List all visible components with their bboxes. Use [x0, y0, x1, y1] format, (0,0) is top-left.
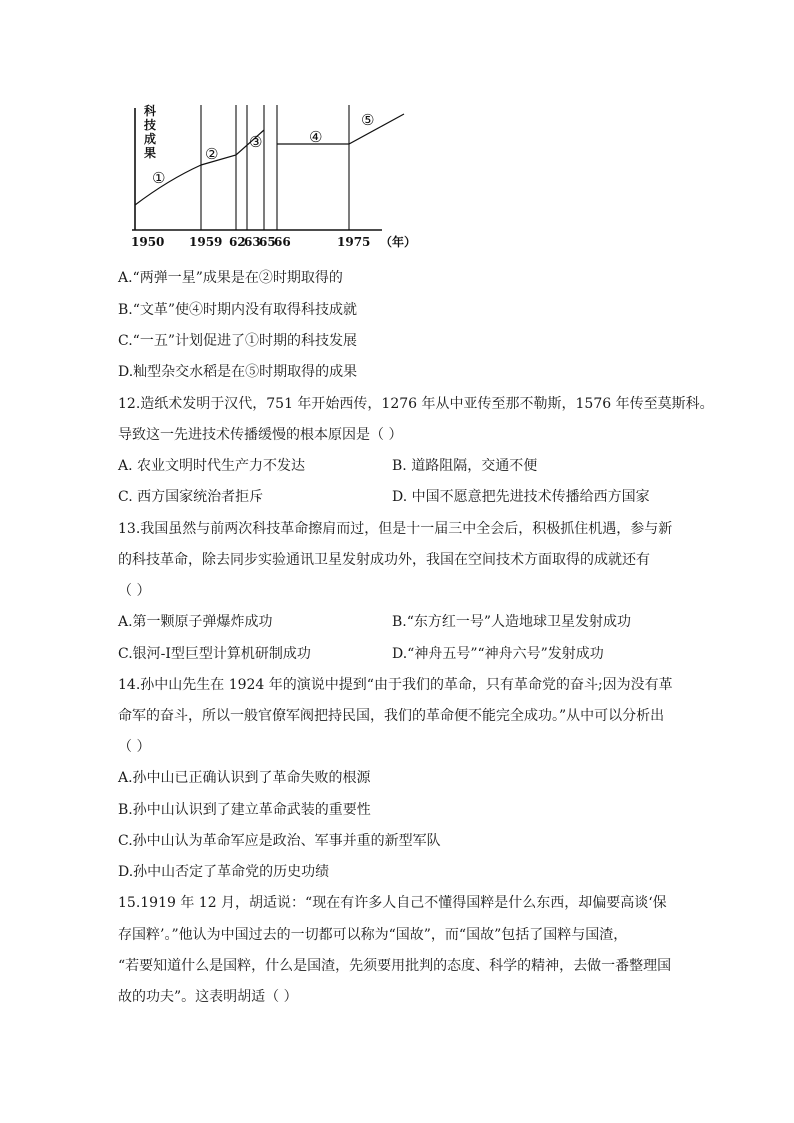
q13-stem: 13.我国虽然与前两次科技革命擦肩而过，但是十一届三中全会后，积极抓住机遇，参与新 — [118, 521, 673, 537]
q15-stem: 15.1919 年 12 月，胡适说：“现在有许多人自己不懂得国粹是什么东西，却偏要高谈‘保 — [118, 895, 667, 911]
y-axis-label — [143, 103, 157, 160]
period-marker: ⑤ — [361, 111, 375, 129]
q12-stem: 导致这一先进技术传播缓慢的根本原因是（ ） — [118, 427, 403, 443]
q12-option-a: A. 农业文明时代生产力不发达 — [118, 458, 306, 474]
q12-stem: 12.造纸术发明于汉代，751 年开始西传，1276 年从中亚传至那不勒斯，1576 年传至莫斯科。 — [118, 396, 714, 412]
q11-option-c: C.“一五”计划促进了①时期的科技发展 — [118, 333, 357, 349]
q13-option-c: C.银河-Ⅰ型巨型计算机研制成功 — [118, 646, 311, 662]
q15-stem: 存国粹’。”他认为中国过去的一切都可以称为“国故”，而“国故”包括了国粹与国渣， — [118, 927, 628, 943]
x-tick-label: 63 — [244, 235, 261, 249]
q13-stem: （ ） — [118, 583, 151, 599]
y-axis-char: 成 — [144, 132, 157, 146]
x-unit-label: （年） — [380, 235, 417, 249]
q14-option-b: B.孙中山认识到了建立革命武装的重要性 — [118, 802, 371, 818]
q15-stem: 故的功夫”。这表明胡适（ ） — [118, 989, 298, 1005]
period-marker: ① — [152, 169, 166, 187]
period-marker: ③ — [249, 133, 263, 151]
period-marker: ④ — [309, 128, 323, 146]
x-tick-label: 1950 — [131, 235, 165, 249]
y-axis-char: 技 — [144, 118, 157, 132]
q11-option-b: B.“文革”使④时期内没有取得科技成就 — [118, 302, 358, 318]
x-tick-label: 62 — [229, 235, 246, 249]
q14-option-d: D.孙中山否定了革命党的历史功绩 — [118, 864, 330, 880]
q11-option-d: D.籼型杂交水稻是在⑤时期取得的成果 — [118, 364, 358, 380]
q15-stem: “若要知道什么是国粹，什么是国渣，先须要用批判的态度、科学的精神，去做一番整理国 — [118, 958, 672, 974]
q13-option-b: B.“东方红一号”人造地球卫星发射成功 — [392, 614, 632, 630]
tech-achievement-figure — [120, 100, 420, 250]
y-axis-char: 果 — [144, 146, 157, 160]
q12-option-b: B. 道路阻隔，交通不便 — [392, 458, 538, 474]
x-tick-label: 66 — [274, 235, 291, 249]
q12-option-d: D. 中国不愿意把先进技术传播给西方国家 — [392, 489, 650, 505]
x-tick-label: 1975 — [337, 235, 371, 249]
x-tick-label: 65 — [259, 235, 276, 249]
q14-option-a: A.孙中山已正确认识到了革命失败的根源 — [118, 770, 371, 786]
q11-option-a: A.“两弹一星”成果是在②时期取得的 — [118, 270, 343, 286]
q14-stem: 14.孙中山先生在 1924 年的演说中提到“由于我们的革命，只有革命党的奋斗;因为没有革 — [118, 677, 673, 693]
period-marker: ② — [205, 145, 219, 163]
x-tick-label: 1959 — [189, 235, 223, 249]
y-axis-char: 科 — [144, 104, 157, 118]
q12-option-c: C. 西方国家统治者拒斥 — [118, 489, 264, 505]
q13-option-d: D.“神舟五号”“神舟六号”发射成功 — [392, 646, 604, 662]
q14-stem: 命军的奋斗，所以一般官僚军阀把持民国，我们的革命便不能完全成功。”从中可以分析出 — [118, 708, 665, 724]
q13-option-a: A.第一颗原子弹爆炸成功 — [118, 614, 273, 630]
q13-stem: 的科技革命，除去同步实验通讯卫星发射成功外，我国在空间技术方面取得的成就还有 — [118, 552, 650, 568]
q14-option-c: C.孙中山认为革命军应是政治、军事并重的新型军队 — [118, 833, 441, 849]
q14-stem: （ ） — [118, 739, 151, 755]
